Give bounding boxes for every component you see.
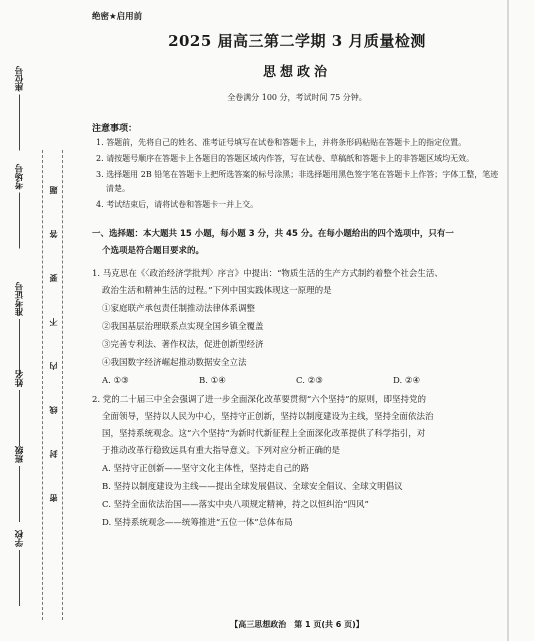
exam-content bbox=[92, 10, 502, 532]
q1-item: ④我国数字经济崛起推动数据安全立法 bbox=[102, 358, 247, 368]
notes-title: 注意事项： bbox=[92, 124, 138, 134]
page-edge bbox=[507, 0, 509, 641]
class-field bbox=[14, 446, 26, 522]
section-heading: 一、选择题：本大题共 15 小题，每小题 3 分，共 45 分。在每小题给出的四个选项中，只有一 个选项是符合题目要求的。 bbox=[92, 229, 454, 256]
q1-choice-a: A. ①③ bbox=[102, 376, 129, 386]
q1-choice-d: D. ②④ bbox=[393, 376, 421, 386]
note-item: 3. 选择题用 2B 铅笔在答题卡上把所选答案的标号涂黑；非选择题用黑色签字笔在答题卡上作答；字体工整，笔迹清楚。 bbox=[96, 170, 499, 193]
school-label: 学校 bbox=[15, 530, 25, 547]
q1-item: ①家庭联产承包责任制推动法律体系调整 bbox=[102, 304, 256, 314]
q1-choices bbox=[92, 376, 502, 386]
exam-title: 2025 届高三第二学期 3 月质量检测 bbox=[168, 32, 426, 50]
secret-mark: 绝密★启用前 bbox=[92, 12, 143, 22]
q1-item: ②我国基层治理联系点实现全国乡镇全覆盖 bbox=[102, 322, 264, 332]
q1-choice-c: C. ②③ bbox=[296, 376, 323, 386]
note-item: 1. 答题前，先将自己的姓名、准考证号填写在试卷和答题卡上，并将条形码粘贴在答题卡上的指定位置。 bbox=[96, 138, 467, 147]
seat-label: 座位号 bbox=[15, 66, 25, 92]
q2-option-a: A. 坚持守正创新——坚守文化主体性，坚持走自己的路 bbox=[102, 464, 310, 474]
seal-text: 题 答 要 不 内 线 封 密 bbox=[48, 186, 58, 502]
page-footer: 【高三思想政治 第 1 页(共 6 页)】 bbox=[230, 620, 364, 629]
seal-dashed-line-left bbox=[42, 150, 43, 620]
seal-dashed-line-right bbox=[62, 150, 63, 620]
subject-title: 思想政治 bbox=[262, 65, 331, 80]
q2-option-b: B. 坚持以制度建设为主线——提出全球发展倡议、全球安全倡议、全球文明倡议 bbox=[102, 482, 403, 492]
name-field bbox=[14, 370, 26, 446]
q2-option-d: D. 坚持系统观念——统筹推进“五位一体”总体布局 bbox=[102, 518, 293, 528]
question-1: 1. 马克思在《〈政治经济学批判〉序言》中提出：“物质生活的生产方式制约着整个社会生活、 政治生活和精神生活的过程。”下列中国实践体现这一原理的是 bbox=[92, 269, 443, 296]
exam-room-field bbox=[14, 164, 26, 249]
exam-room-label: 考场号 bbox=[15, 164, 25, 190]
school-field bbox=[14, 530, 26, 606]
q2-option-c: C. 坚持全面依法治国——落实中央八项规定精神，持之以恒纠治“四风” bbox=[102, 500, 369, 510]
exam-meta: 全卷满分 100 分，考试时间 75 分钟。 bbox=[227, 93, 367, 102]
seat-field bbox=[14, 66, 26, 151]
name-label: 姓名 bbox=[15, 370, 25, 387]
note-item: 2. 请按题号顺序在答题卡上各题目的答题区域内作答，写在试卷、草稿纸和答题卡上的非答题区域均无效。 bbox=[96, 154, 475, 163]
question-2: 2. 党的二十届三中全会强调了进一步全面深化改革要贯彻“六个坚持”的原则，即坚持党的 全面领导，坚持以人民为中心，坚持守正创新，坚持以制度建设为主线，坚持全面依法治 国，坚持系统观念。这“六个坚持”为新时代新征程上全面深化改革提供了科学指引，对 于推动改革行稳致远具有重大指导意义。下列对应分析正确的是 bbox=[92, 395, 434, 456]
q1-item: ③完善专利法、著作权法，促进创新型经济 bbox=[102, 340, 264, 350]
class-label: 班级 bbox=[15, 446, 25, 463]
exam-id-field bbox=[14, 282, 26, 375]
q1-choice-b: B. ①④ bbox=[199, 376, 226, 386]
note-item: 4. 考试结束后，请将试卷和答题卡一并上交。 bbox=[96, 200, 259, 209]
exam-id-label: 准考证号 bbox=[15, 282, 25, 316]
binding-margin bbox=[0, 0, 72, 641]
